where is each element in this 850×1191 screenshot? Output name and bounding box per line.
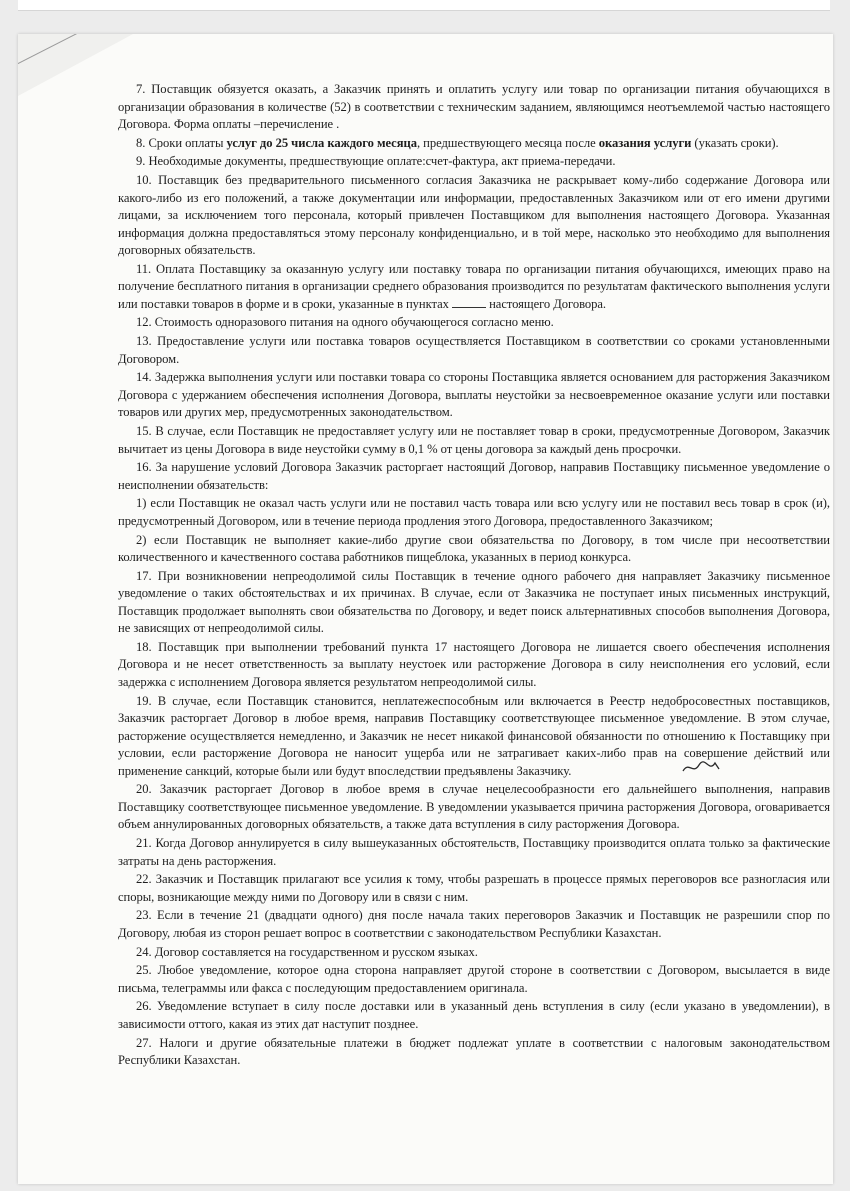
clause-8-text-a: 8. Сроки оплаты bbox=[136, 135, 227, 150]
clause-10: 10. Поставщик без предварительного письменного согласия Заказчика не раскрывает кому-либо содержание Договора или какого-либо из его положений, а также документации или информации, предоставленных Заказчиком или от его имени другими лицами, за исключением того персонала, который привлечен Поставщиком для выполнения настоящего Договора. Указанная информация должна предоставляться этому персоналу конфиденциально, и в той мере, насколько это необходимо для выполнения договорных обязательств. bbox=[118, 173, 830, 258]
clause-16-item-2: 2) если Поставщик не выполняет какие-либо другие свои обязательства по Договору, в том числе при несоответствии количественного и качественного состава работников пищеблока, указанных в период конкурса. bbox=[118, 532, 830, 565]
clause-7: 7. Поставщик обязуется оказать, а Заказчик принять и оплатить услугу или товар по организации питания обучающихся в организации образования в количестве (52) в соответствии с техническим заданием, являющимся неотъемлемой частью настоящего Договора. Форма оплаты –перечисление . bbox=[118, 82, 830, 131]
clause-25: 25. Любое уведомление, которое одна сторона направляет другой стороне в соответствии с Договором, высылается в виде письма, телеграммы или факса с последующим предоставлением оригинала. bbox=[118, 963, 830, 995]
clause-14: 14. Задержка выполнения услуги или поставки товара со стороны Поставщика является основанием для расторжения Заказчиком Договора с удержанием обеспечения исполнения Договора, выплаты неустойки за несвоевременное оказание услуги или поставки товаров или других мер, предусмотренных законодательством. bbox=[118, 370, 830, 420]
clause-21: 21. Когда Договор аннулируется в силу вышеуказанных обстоятельств, Поставщику производится оплата только за фактические затраты на день расторжения. bbox=[118, 836, 830, 868]
clause-19: 19. В случае, если Поставщик становится, неплатежеспособным или включается в Реестр недобросовестных поставщиков, Заказчик расторгает Договор в любое время, направив Поставщику соответствующее письменное уведомление. В этом случае, расторжение осуществляется немедленно, и Заказчик не несет никакой финансовой обязанности по отношению к Поставщику при условии, если расторжение Договора не наносит ущерба или не затрагивает каких-либо прав на совершение действий или применение санкций, которые были или будут впоследствии предъявлены Заказчику. bbox=[118, 693, 830, 778]
page-fold-corner bbox=[18, 34, 133, 96]
clause-11-text-a: 11. Оплата Поставщику за оказанную услугу или поставку товара по организации питания обучающихся, имеющих право на получение бесплатного питания в организации среднего образования производится по результатам фактического выполнения услуги или поставки товаров в форме и в сроки, указанные в пунктах bbox=[118, 261, 830, 311]
clause-26: 26. Уведомление вступает в силу после доставки или в указанный день вступления в силу (если указано в уведомлении), в зависимости оттого, какая из этих дат наступит позднее. bbox=[118, 999, 830, 1031]
clause-18: 18. Поставщик при выполнении требований пункта 17 настоящего Договора не лишается своего обеспечения исполнения Договора и не несет ответственность за выплату неустоек или расторжение Договора в силу неисполнения его условий, если задержка с исполнением Договора является результатом непреодолимой силы. bbox=[118, 639, 830, 689]
clause-9: 9. Необходимые документы, предшествующие оплате:счет-фактура, акт приема-передачи. bbox=[136, 154, 616, 169]
contract-text bbox=[118, 81, 830, 1071]
clause-8-service-rendered: оказания услуги bbox=[598, 135, 692, 150]
clause-11-text-b: настоящего Договора. bbox=[486, 296, 607, 311]
clause-12: 12. Стоимость одноразового питания на одного обучающегося согласно меню. bbox=[136, 315, 554, 330]
clause-8-text-e: (указать сроки). bbox=[691, 135, 779, 150]
blank-line bbox=[452, 296, 486, 308]
clause-15: 15. В случае, если Поставщик не предоставляет услугу или не поставляет товар в сроки, предусмотренные Договором, Заказчик вычитает из цены Договора в виде неустойки сумму в 0,1 % от цены договора за каждый день просрочки. bbox=[118, 424, 830, 456]
clause-8 bbox=[118, 135, 830, 153]
clause-27: 27. Налоги и другие обязательные платежи в бюджет подлежат уплате в соответствии с налоговым законодательством Республики Казахстан. bbox=[118, 1035, 830, 1068]
clause-17: 17. При возникновении непреодолимой силы Поставщик в течение одного рабочего дня направляет Заказчику письменное уведомление о таких обстоятельствах и их причинах. В случае, если от Заказчика не поступает иных письменных инструкций, Поставщик продолжает выполнять свои обязательства по Договору, и ведет поиск альтернативных способов выполнения Договора, не зависящих от непреодолимой силы. bbox=[118, 568, 830, 636]
clause-22: 22. Заказчик и Поставщик прилагают все усилия к тому, чтобы разрешать в процессе прямых переговоров все разногласия или споры, возникающие между ними по Договору или в связи с ним. bbox=[118, 872, 830, 904]
clause-16-item-1: 1) если Поставщик не оказал часть услуги или не поставил часть товара или всю услугу или не поставил весь товар в срок (и), предусмотренный Договором, или в течение периода продления этого Договора, предоставленного Заказчиком; bbox=[118, 496, 830, 528]
clause-8-payment-deadline: услуг до 25 числа каждого месяца bbox=[226, 135, 417, 150]
document-page bbox=[18, 34, 833, 1184]
clause-24: 24. Договор составляется на государственном и русском языках. bbox=[136, 944, 478, 959]
clause-20: 20. Заказчик расторгает Договор в любое время в случае нецелесообразности его дальнейшего выполнения, направив Поставщику соответствующее письменное уведомление. В уведомлении указывается причина расторжения Договора, оговаривается объем аннулированных договорных обязательств, а также дата вступления в силу расторжения Договора. bbox=[118, 782, 830, 832]
clause-16: 16. За нарушение условий Договора Заказчик расторгает настоящий Договор, направив Поставщику письменное уведомление о неисполнении обязательств: bbox=[118, 460, 830, 492]
clause-8-text-c: , предшествующего месяца после bbox=[416, 135, 599, 150]
clause-23: 23. Если в течение 21 (двадцати одного) дня после начала таких переговоров Заказчик и Поставщик не разрешили спор по Договору, любая из сторон решает вопрос в соответствии с законодательством Республики Казахстан. bbox=[118, 908, 830, 940]
clause-11 bbox=[118, 261, 830, 314]
previous-page-edge bbox=[18, 0, 830, 11]
clause-13: 13. Предоставление услуги или поставка товаров осуществляется Поставщиком в соответствии со сроками установленными Договором. bbox=[118, 334, 830, 366]
